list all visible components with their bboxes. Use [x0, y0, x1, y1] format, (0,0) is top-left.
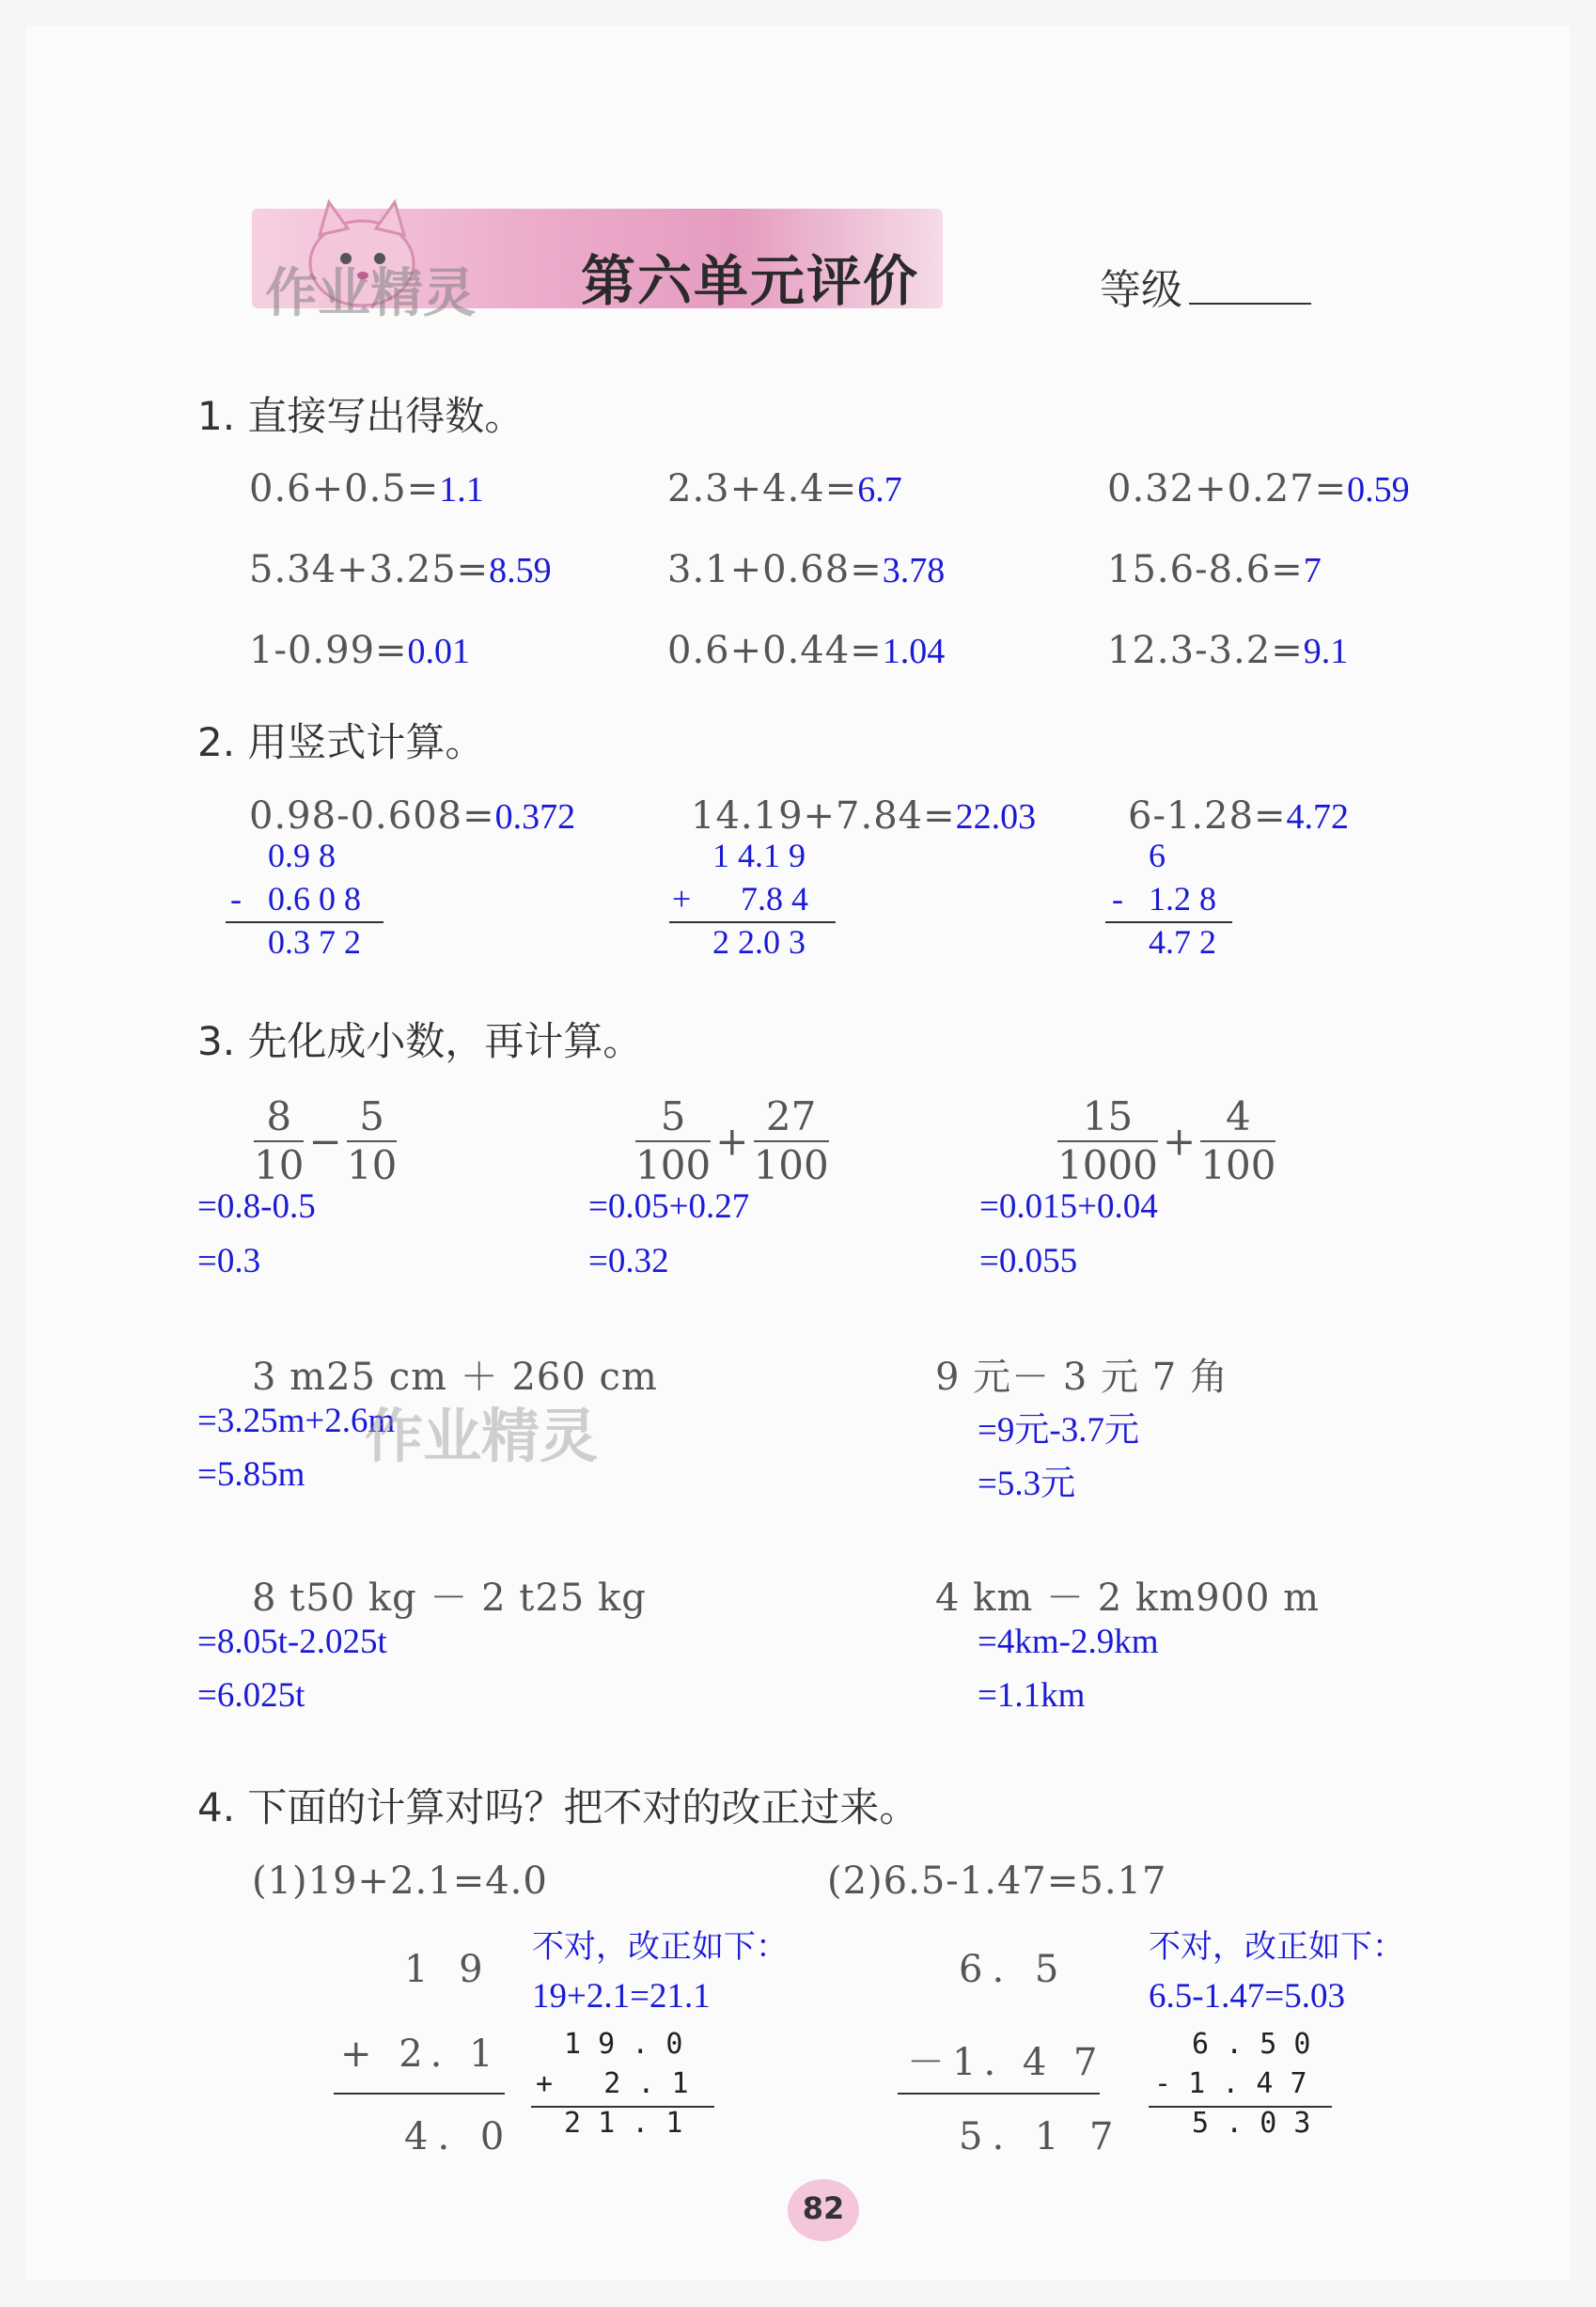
fraction-expression: $\frac{8}{10}$ − $\frac{5}{10}$: [254, 1093, 398, 1188]
watermark-top: 作业精灵: [265, 263, 476, 324]
vertical-top: 0.9 8: [268, 837, 336, 874]
q2-expr: 0.98-0.608=0.372: [249, 794, 576, 838]
q2-expr: 14.19+7.84=22.03: [691, 794, 1037, 838]
vertical-rule: [334, 2093, 505, 2095]
vertical-bottom: 0.6 0 8: [268, 880, 361, 918]
q1-item: 12.3-3.2=9.1: [1107, 629, 1349, 672]
step-line: =0.015+0.04: [979, 1187, 1158, 1226]
vertical-operator: -: [230, 880, 242, 918]
fraction-expression: $\frac{5}{100}$ + $\frac{27}{100}$: [635, 1093, 829, 1188]
step-line: =4km-2.9km: [978, 1623, 1159, 1661]
fix-bottom: - 1 . 4 7: [1154, 2067, 1307, 2100]
q2-expr: 6-1.28=4.72: [1128, 794, 1350, 838]
watermark-middle: 作业精灵: [365, 1402, 599, 1470]
vertical-bottom: 1.2 8: [1149, 880, 1216, 918]
q1-item: 1-0.99=0.01: [249, 629, 471, 672]
q4-title: 4. 下面的计算对吗？把不对的改正过来。: [197, 1784, 919, 1830]
fraction-expression: $\frac{15}{1000}$ + $\frac{4}{100}$: [1057, 1093, 1276, 1188]
page-title: 第六单元评价: [581, 249, 920, 313]
step-line: =0.055: [979, 1242, 1078, 1280]
original-result: 4. 0: [404, 2115, 514, 2158]
unit-expression: 4 km － 2 km900 m: [935, 1577, 1321, 1620]
step-line: =3.25m+2.6m: [197, 1402, 396, 1440]
vertical-bottom: 7.8 4: [741, 880, 808, 918]
q4-label: (2)6.5-1.47=5.17: [827, 1860, 1167, 1903]
q1-item: 0.32+0.27=0.59: [1107, 467, 1410, 510]
vertical-operator: +: [672, 880, 692, 918]
step-line: =0.05+0.27: [588, 1187, 750, 1226]
unit-expression: 9 元－ 3 元 7 角: [935, 1356, 1228, 1399]
step-line: =0.32: [588, 1242, 669, 1280]
original-top: 6. 5: [959, 1948, 1069, 1991]
step-line: =5.85m: [197, 1455, 305, 1494]
fraction: $\frac{4}{100}$: [1200, 1093, 1276, 1188]
original-top: 1 9: [404, 1948, 493, 1991]
vertical-rule: [898, 2093, 1100, 2095]
vertical-top: 6: [1149, 837, 1166, 874]
unit-expression: 3 m25 cm ＋ 260 cm: [252, 1356, 658, 1399]
q1-item: 0.6+0.5=1.1: [249, 467, 484, 510]
q2-title: 2. 用竖式计算。: [197, 719, 485, 765]
fraction: $\frac{5}{10}$: [346, 1093, 398, 1188]
fraction: $\frac{27}{100}$: [753, 1093, 829, 1188]
step-line: =6.025t: [197, 1676, 305, 1715]
vertical-result: 2 2.0 3: [712, 923, 806, 961]
fix-equation: 19+2.1=21.1: [532, 1977, 711, 2016]
fix-top: 1 9 . 0: [564, 2028, 683, 2061]
q1-item: 0.6+0.44=1.04: [667, 629, 946, 672]
q1-item: 3.1+0.68=3.78: [667, 548, 946, 591]
fix-top: 6 . 5 0: [1192, 2028, 1311, 2061]
fraction: $\frac{15}{1000}$: [1057, 1093, 1158, 1188]
grade-blank: [1189, 303, 1311, 305]
fix-result: 5 . 0 3: [1192, 2107, 1311, 2140]
verdict-text: 不对，改正如下：: [532, 1928, 788, 1966]
q1-item: 5.34+3.25=8.59: [249, 548, 552, 591]
step-line: =0.8-0.5: [197, 1187, 316, 1226]
fix-bottom: + 2 . 1: [536, 2067, 689, 2100]
page-number: 82: [802, 2190, 845, 2226]
original-operand: + 2. 1: [340, 2032, 501, 2076]
vertical-result: 4.7 2: [1149, 923, 1216, 961]
original-result: 5. 1 7: [959, 2115, 1123, 2158]
original-operand: －1. 4 7: [907, 2041, 1105, 2084]
step-line: =0.3: [197, 1242, 261, 1280]
q3-title: 3. 先化成小数，再计算。: [197, 1018, 643, 1064]
step-line: =5.3元: [978, 1465, 1076, 1503]
q1-title: 1. 直接写出得数。: [197, 393, 524, 439]
fraction: $\frac{8}{10}$: [254, 1093, 305, 1188]
fix-result: 2 1 . 1: [564, 2107, 683, 2140]
fraction: $\frac{5}{100}$: [635, 1093, 712, 1188]
step-line: =8.05t-2.025t: [197, 1623, 387, 1661]
vertical-result: 0.3 7 2: [268, 923, 361, 961]
verdict-text: 不对，改正如下：: [1149, 1928, 1404, 1966]
unit-expression: 8 t50 kg － 2 t25 kg: [252, 1577, 647, 1620]
q1-item: 15.6-8.6=7: [1107, 548, 1322, 591]
fix-equation: 6.5-1.47=5.03: [1149, 1977, 1345, 2016]
step-line: =9元-3.7元: [978, 1411, 1139, 1450]
q1-item: 2.3+4.4=6.7: [667, 467, 902, 510]
vertical-top: 1 4.1 9: [712, 837, 806, 874]
grade-label: 等级: [1100, 266, 1182, 314]
step-line: =1.1km: [978, 1676, 1086, 1715]
q4-label: (1)19+2.1=4.0: [252, 1860, 548, 1903]
vertical-operator: -: [1112, 880, 1123, 918]
